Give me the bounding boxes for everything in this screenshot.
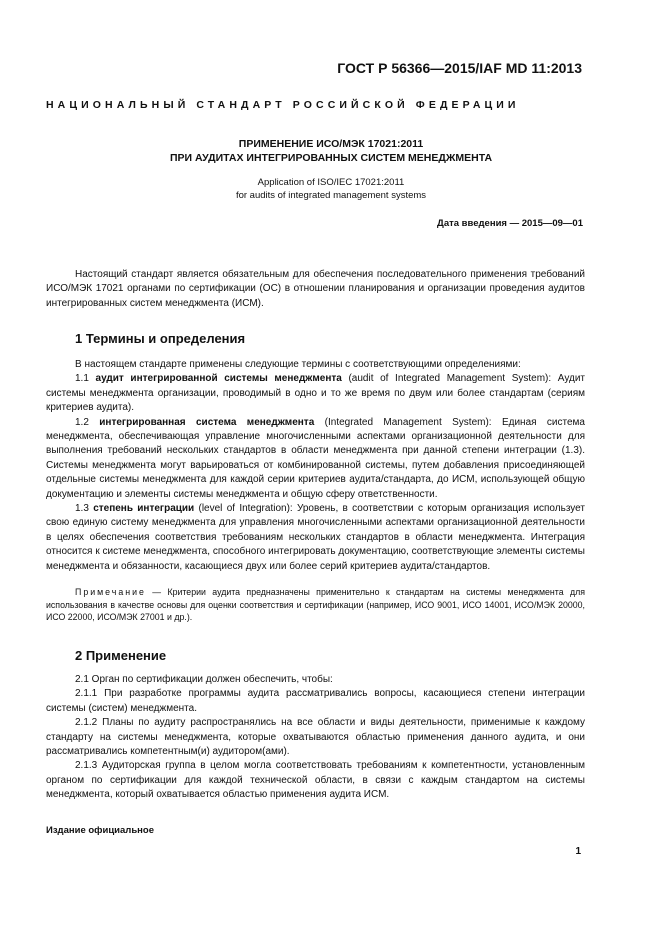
section-1-lead: В настоящем стандарте применены следующие термины с соответствующими определениями: [75,359,521,370]
introduction-date: Дата введения — 2015—09—01 [437,218,583,229]
english-title-line-2: for audits of integrated management systems [235,190,427,201]
term-1-3-definition: (level of Integration): Уровень, в соответствии с которым организация использует свою единую систему менеджмента для управления многочисленными аспектами организационной деятельности в целях обеспечения соответствия требованиям нескольких стандартов в области менеджмента. Интеграция относится к системе менеджмента, способного интегрировать документацию, соответствующие элементы системы менеджмента и обязанности, касающиеся двух или более серий критериев аудита/стандартов. [46,503,585,572]
title-line-2: ПРИ АУДИТАХ ИНТЕГРИРОВАННЫХ СИСТЕМ МЕНЕДЖМЕНТА [169,152,493,164]
note-paragraph [46,586,585,624]
term-1-1 [46,372,585,415]
note-text: — Критерии аудита предназначены применительно к стандартам на системы менеджмента для использования в качестве основы для оценки соответствия и сертификации (например, ИСО 9001, ИСО 14001, ИСО/МЭК 20000, ИСО 22000, ИСО/МЭК 27001 и др.). [46,587,585,622]
national-standard-heading: НАЦИОНАЛЬНЫЙ СТАНДАРТ РОССИЙСКОЙ ФЕДЕРАЦИИ [46,99,520,111]
note-label: Примечание [75,587,146,597]
official-edition-label: Издание официальное [46,825,154,836]
note-block [46,586,585,624]
document-number: ГОСТ Р 56366—2015/IAF MD 11:2013 [337,60,582,76]
title-line-1: ПРИМЕНЕНИЕ ИСО/МЭК 17021:2011 [238,138,424,150]
term-1-2-definition: (Integrated Management System): Единая система менеджмента, обеспечивающая управление многочисленными аспектами организационной деятельности для выполнения требований нескольких стандартов в области менеджмента при данной степени интеграции (1.3). Системы менеджмента могут варьироваться от комбинированной системы, путем добавления присоединяющей отдельные системы менеджмента для каждой серии критериев аудита/стандарта, до ИСМ, использующей общую документацию и элементы системы менеджмента и общую сферу ответственности. [46,416,585,500]
section-1-heading: 1 Термины и определения [75,331,246,346]
term-1-3-name: степень интеграции [93,503,195,515]
document-title [46,137,616,165]
term-1-3-number: 1.3 [75,503,94,515]
term-1-2-name: интегрированная система менеджмента [99,416,315,428]
term-1-1-name: аудит интегрированной системы менеджмента [95,373,342,385]
clause-2-1: 2.1 Орган по сертификации должен обеспечить, чтобы: [75,674,333,685]
term-1-1-number: 1.1 [75,373,96,385]
clause-2-1-1: 2.1.1 При разработке программы аудита рассматривались вопросы, касающиеся степени интеграции системы (систем) менеджмента. [46,688,585,714]
section-1-body [46,358,585,574]
section-2-body [46,673,585,803]
intro-text: Настоящий стандарт является обязательным для обеспечения последовательного применения требований ИСО/МЭК 17021 органами по сертификации (ОС) в отношении планирования и организации проведения аудитов интегрированных систем менеджмента (ИСМ). [46,269,585,309]
english-title-line-1: Application of ISO/IEC 17021:2011 [257,177,405,188]
term-1-3 [46,502,585,574]
page-number: 1 [575,846,581,857]
clause-2-1-3: 2.1.3 Аудиторская группа в целом могла соответствовать требованиям к компетентности, установленным органом по сертификации для каждой технической области, в связи с каждым стандартом на системы менеджмента, который охватывается областью применения аудита ИСМ. [46,760,585,801]
intro-paragraph [46,268,585,311]
section-2-heading: 2 Применение [75,648,167,663]
clause-2-1-2: 2.1.2 Планы по аудиту распространялись на все области и виды деятельности, применимые к каждому стандарту на системы менеджмента, которые охватываются областью применения данного аудита, и они рассматривались компетентным(и) аудитором(ами). [46,717,585,758]
term-1-2 [46,416,585,502]
english-title [46,176,616,202]
term-1-2-number: 1.2 [75,416,100,428]
term-1-1-definition: (audit of Integrated Management System): Аудит системы менеджмента организации, проводимый в одно и то же время по двум или более стандартам (сериям критериев аудита). [46,373,585,414]
